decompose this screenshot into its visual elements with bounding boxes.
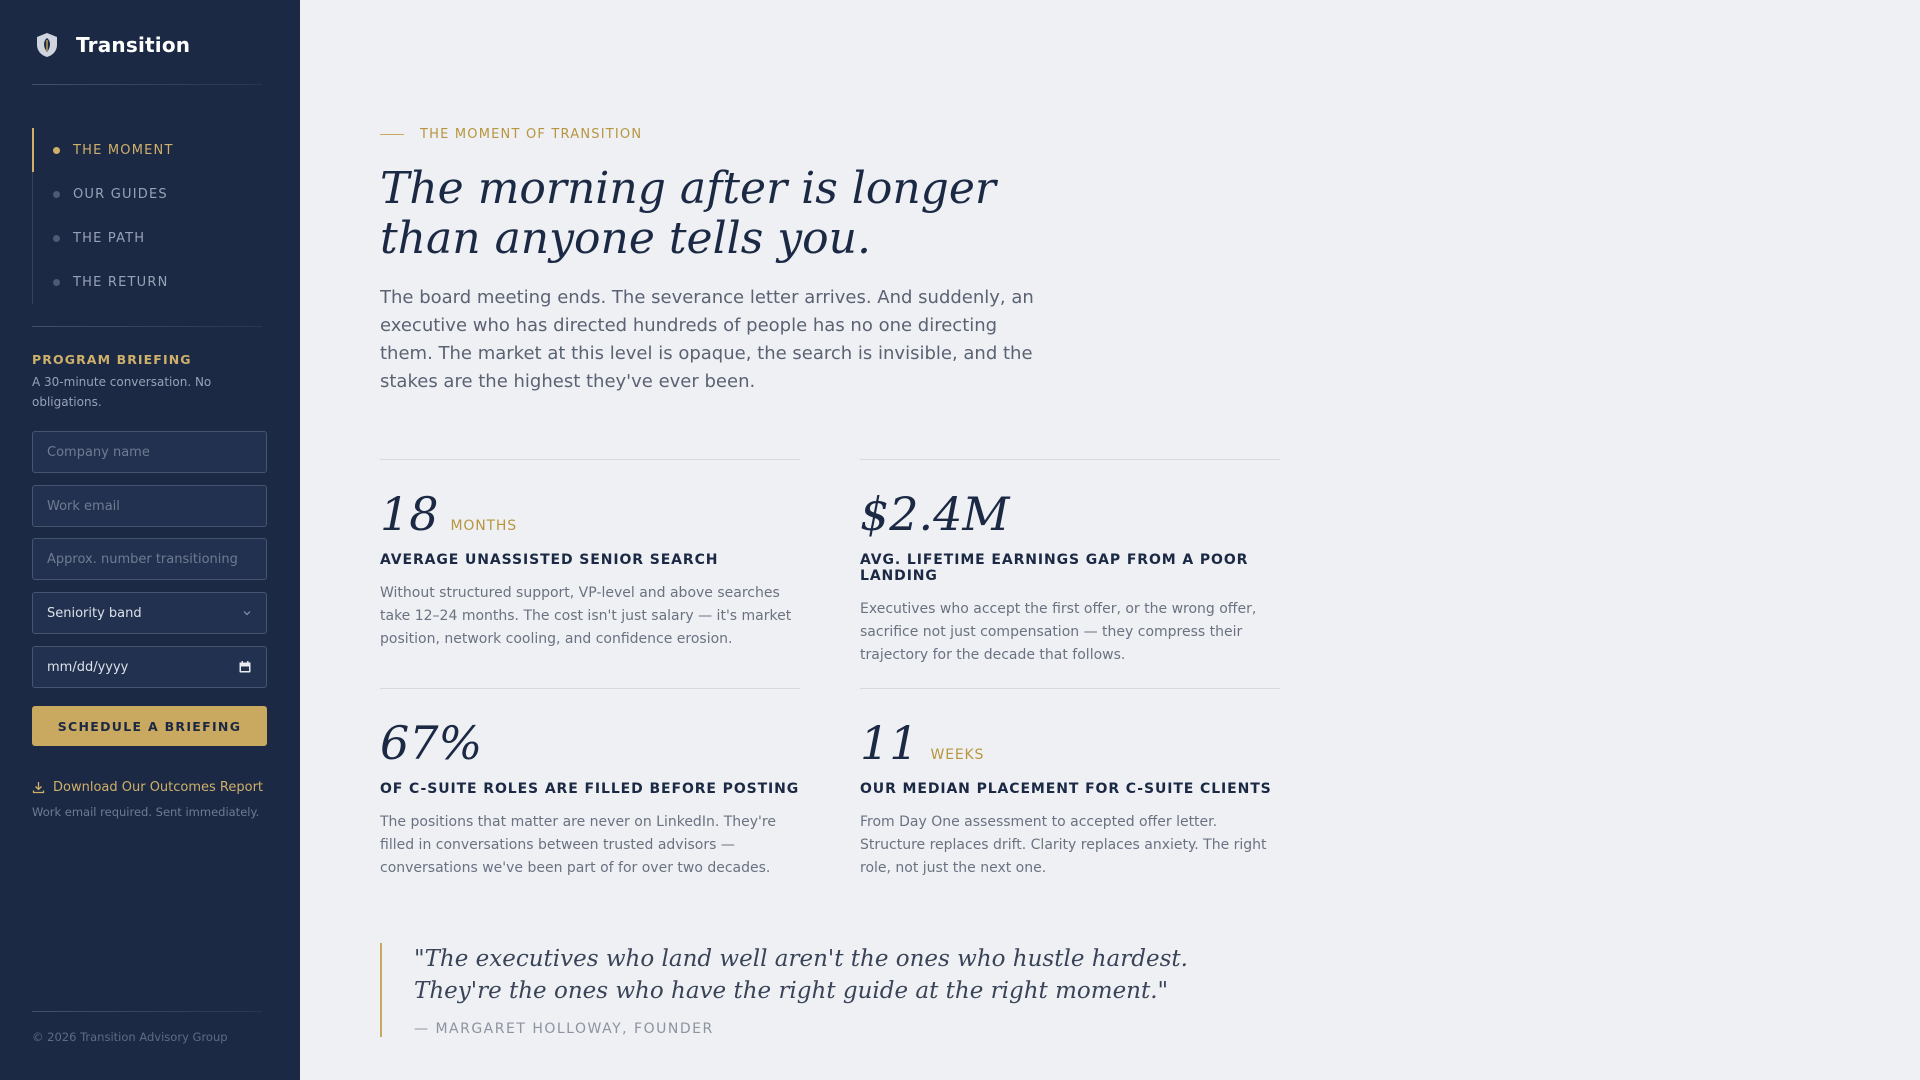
date-value: mm/dd/yyyy <box>47 659 129 675</box>
quote-attribution: — MARGARET HOLLOWAY, FOUNDER <box>414 1021 714 1037</box>
schedule-briefing-button[interactable]: SCHEDULE A BRIEFING <box>32 706 267 746</box>
stat-number: 18 <box>380 487 439 541</box>
headline-line-1: The morning after is longer <box>380 163 996 214</box>
quote-text: "The executives who land well aren't the ones who hustle hardest. They're the ones who have the right guide at the right moment." <box>414 946 1188 1004</box>
page-headline <box>380 164 1020 264</box>
stat-figure <box>860 717 1280 769</box>
brand[interactable] <box>32 30 190 60</box>
stat-description: The positions that matter are never on LinkedIn. They're filled in conversations between trusted advisors — conversations we've been part of for over two decades. <box>380 814 776 876</box>
nav-item-label: OUR GUIDES <box>73 186 168 202</box>
nav-dot-icon <box>53 147 60 154</box>
download-icon <box>32 781 45 794</box>
briefing-subtitle: A 30-minute conversation. No obligations. <box>32 375 212 409</box>
date-input[interactable] <box>32 646 267 688</box>
intro-paragraph: The board meeting ends. The severance letter arrives. And suddenly, an executive who has directed hundreds of people has no one directing them. The market at this level is opaque, the search is invisible, and the stakes are the highest they've ever been. <box>380 287 1034 392</box>
sidebar <box>0 0 300 1080</box>
stat-number: $2.4M <box>860 487 1010 541</box>
stat-card <box>380 688 800 880</box>
section-nav <box>32 128 268 304</box>
stat-number: 67% <box>380 716 483 770</box>
divider <box>32 326 262 327</box>
nav-dot-icon <box>53 191 60 198</box>
chevron-down-icon <box>242 608 252 618</box>
nav-item-the-moment[interactable] <box>33 128 268 172</box>
transition-count-input[interactable] <box>32 538 267 580</box>
headline-line-2: than anyone tells you. <box>380 213 871 264</box>
stat-card <box>380 459 800 651</box>
stat-figure <box>380 488 800 540</box>
nav-dot-icon <box>53 235 60 242</box>
stat-description: From Day One assessment to accepted offer letter. Structure replaces drift. Clarity replaces anxiety. The right role, not just the next one. <box>860 814 1267 876</box>
stat-card <box>860 459 1280 667</box>
seniority-band-value: Seniority band <box>47 605 142 621</box>
stat-figure <box>860 488 1280 540</box>
stat-label: AVG. LIFETIME EARNINGS GAP FROM A POOR LANDING <box>860 552 1249 584</box>
nav-dot-icon <box>53 279 60 286</box>
stat-label: AVERAGE UNASSISTED SENIOR SEARCH <box>380 552 719 568</box>
work-email-input[interactable] <box>32 485 267 527</box>
nav-item-label: THE RETURN <box>73 274 169 290</box>
download-report-link[interactable] <box>32 780 263 795</box>
stat-label: OF C-SUITE ROLES ARE FILLED BEFORE POSTING <box>380 781 800 797</box>
stat-figure <box>380 717 800 769</box>
nav-item-the-path[interactable] <box>33 216 268 260</box>
brand-name: Transition <box>76 33 191 57</box>
divider <box>32 1011 262 1012</box>
nav-item-label: THE MOMENT <box>73 142 174 158</box>
founder-quote <box>380 943 1240 1037</box>
stat-label: OUR MEDIAN PLACEMENT FOR C-SUITE CLIENTS <box>860 781 1272 797</box>
stat-description: Without structured support, VP-level and above searches take 12–24 months. The cost isn't just salary — it's market position, network cooling, and confidence erosion. <box>380 585 792 647</box>
nav-item-label: THE PATH <box>73 230 146 246</box>
eyebrow-rule <box>380 134 404 135</box>
eyebrow-label: THE MOMENT OF TRANSITION <box>420 127 643 142</box>
copyright: © 2026 Transition Advisory Group <box>32 1030 228 1044</box>
briefing-title: PROGRAM BRIEFING <box>32 352 192 367</box>
stat-description: Executives who accept the first offer, or the wrong offer, sacrifice not just compensation — they compress their trajectory for the decade that follows. <box>860 601 1257 663</box>
calendar-icon[interactable] <box>238 660 252 674</box>
eyebrow <box>380 127 642 142</box>
divider <box>32 84 262 85</box>
nav-item-the-return[interactable] <box>33 260 268 304</box>
stat-number: 11 <box>860 716 919 770</box>
company-name-input[interactable] <box>32 431 267 473</box>
nav-item-our-guides[interactable] <box>33 172 268 216</box>
seniority-band-select[interactable] <box>32 592 267 634</box>
stat-unit: WEEKS <box>930 747 985 763</box>
download-report-label: Download Our Outcomes Report <box>53 780 264 795</box>
main-content <box>300 0 1920 1080</box>
download-note: Work email required. Sent immediately. <box>32 805 260 819</box>
stat-unit: MONTHS <box>450 518 517 534</box>
stat-card <box>860 688 1280 880</box>
shield-leaf-logo-icon <box>32 30 62 60</box>
